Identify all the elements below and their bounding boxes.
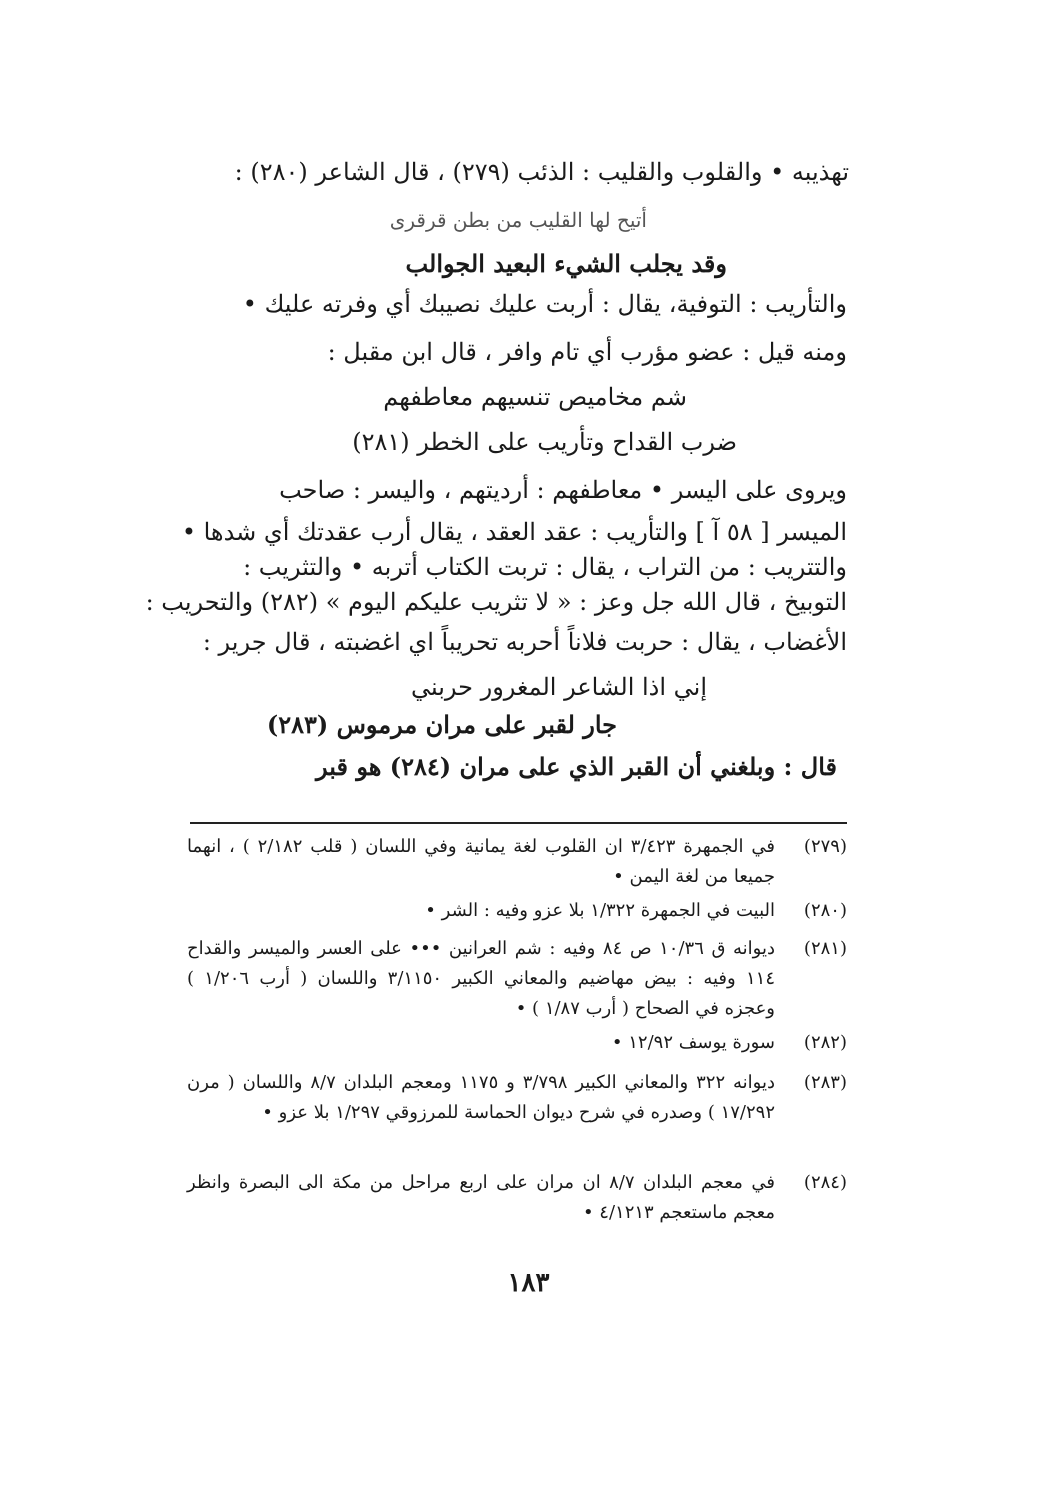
footnote-number: (٢٧٩) <box>803 836 847 857</box>
footnote <box>187 934 847 1024</box>
verse-line: شم مخاميص تنسيهم معاطفهم <box>383 383 687 411</box>
footnote-number: (٢٨٣) <box>803 1072 847 1093</box>
footnote-separator <box>190 822 847 824</box>
text-line: ويروى على اليسر • معاطفهم : أرديتهم ، واليسر : صاحب <box>279 476 847 504</box>
footnote-number: (٢٨٤) <box>803 1172 847 1193</box>
footnote <box>187 1168 847 1228</box>
footnote-number: (٢٨٢) <box>803 1032 847 1053</box>
verse-line: وقد يجلب الشيء البعيد الجوالب <box>405 249 727 278</box>
footnote-number: (٢٨١) <box>803 938 847 959</box>
verse-line: إني اذا الشاعر المغرور حربني <box>410 673 707 701</box>
footnote-text: ديوانه ق ١٠/٣٦ ص ٨٤ وفيه : شم العرانين ••• على العسر والميسر والقداح ١١٤ وفيه : بيض مهاضيم والمعاني الكبير ٣/١١٥٠ واللسان ( أرب ١/٢٠٦ ) وعجزه في الصحاح ( أرب ١/٨٧ ) • <box>187 938 775 1019</box>
footnote-text: في معجم البلدان ٨/٧ ان مران على اربع مراحل من مكة الى البصرة وانظر معجم ماستعجم ٤/١٢١٣ • <box>187 1172 775 1223</box>
text-line: والتأريب : التوفية، يقال : أربت عليك نصيبك أي وفرته عليك • <box>242 290 847 318</box>
text-line: الأغضاب ، يقال : حربت فلاناً أحربه تحريباً اي اغضبته ، قال جرير : <box>202 628 847 656</box>
page-number: ١٨٣ <box>507 1268 550 1298</box>
text-line: قال : وبلغني أن القبر الذي على مران (٢٨٤) هو قبر <box>316 752 837 781</box>
footnote-text: البيت في الجمهرة ١/٣٢٢ بلا عزو وفيه : الشر • <box>425 900 775 921</box>
footnote <box>187 832 847 892</box>
text-line: ومنه قيل : عضو مؤرب أي تام وافر ، قال ابن مقبل : <box>327 338 847 366</box>
text-line: التوبيخ ، قال الله جل وعز : « لا تثريب عليكم اليوم » (٢٨٢) والتحريب : <box>145 588 847 616</box>
verse-line: ضرب القداح وتأريب على الخطر (٢٨١) <box>352 428 737 456</box>
footnote-text: ديوانه ٣٢٢ والمعاني الكبير ٣/٧٩٨ و ١١٧٥ ومعجم البلدان ٨/٧ واللسان ( مرن ١٧/٢٩٢ ) وصدره في شرح ديوان الحماسة للمرزوقي ١/٢٩٧ بلا عزو • <box>187 1072 775 1123</box>
footnote <box>187 1068 847 1128</box>
text-line: والتتريب : من التراب ، يقال : تربت الكتاب أتربه • والتثريب : <box>243 553 847 581</box>
footnote-number: (٢٨٠) <box>803 900 847 921</box>
verse-line: جار لقبر على مران مرموس (٢٨٣) <box>266 710 617 739</box>
text-line: الميسر [ ٥٨ آ ] والتأريب : عقد العقد ، يقال أرب عقدتك أي شدها • <box>181 518 847 546</box>
text-line: تهذيبه • والقلوب والقليب : الذئب (٢٧٩) ، قال الشاعر (٢٨٠) : <box>234 158 849 186</box>
footnote <box>187 896 847 926</box>
verse-line: أتيح لها القليب من بطن قرقرى <box>389 208 647 232</box>
footnote-text: سورة يوسف ١٢/٩٢ • <box>611 1032 775 1053</box>
footnote-text: في الجمهرة ٣/٤٢٣ ان القلوب لغة يمانية وفي اللسان ( قلب ٢/١٨٢ ) ، انهما جميعا من لغة اليمن • <box>187 836 775 887</box>
footnote <box>187 1028 847 1058</box>
